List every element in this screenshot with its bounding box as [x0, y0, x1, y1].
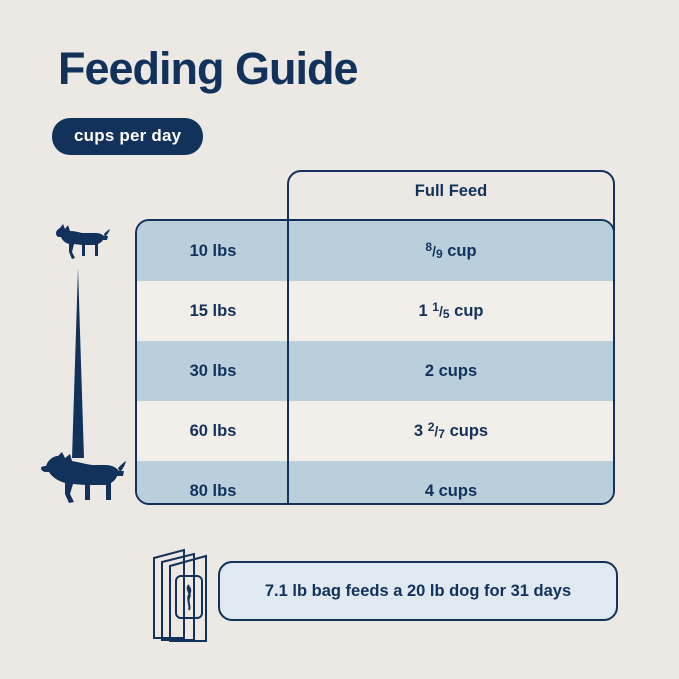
fraction-numerator: 1	[432, 300, 439, 314]
table-body	[135, 219, 615, 505]
bag-duration-banner	[218, 561, 618, 621]
table-row	[137, 221, 613, 281]
amount-unit: cups	[449, 422, 489, 440]
column-divider	[287, 219, 289, 505]
large-dog-icon	[40, 450, 126, 510]
weight-cell: 30 lbs	[189, 361, 237, 380]
table-row	[137, 461, 613, 505]
fraction-slash: /	[434, 423, 439, 439]
fraction-slash: /	[432, 243, 436, 259]
small-dog-icon	[52, 222, 112, 268]
fraction	[428, 421, 445, 440]
amount-whole: 1	[418, 302, 428, 320]
amount-whole: 3	[413, 422, 424, 440]
amount-whole: 2	[424, 361, 435, 380]
amount-cell	[289, 482, 613, 501]
fraction-denominator: 7	[438, 427, 445, 441]
weight-cell: 60 lbs	[189, 421, 237, 440]
table-row	[137, 281, 613, 341]
weight-cell: 10 lbs	[189, 241, 237, 260]
amount-unit: cup	[454, 302, 484, 320]
amount-cell	[289, 301, 613, 321]
table-row	[137, 401, 613, 461]
column-header-full-feed: Full Feed	[414, 182, 488, 200]
fraction	[425, 241, 442, 260]
amount-unit: cups	[438, 481, 478, 500]
bag-duration-text: 7.1 lb bag feeds a 20 lb dog for 31 days	[264, 581, 572, 600]
fraction	[432, 301, 449, 320]
fraction-denominator: 5	[442, 307, 450, 321]
size-wedge-icon	[66, 268, 90, 458]
amount-cell	[289, 362, 613, 381]
feeding-table	[135, 170, 615, 505]
fraction-slash: /	[438, 303, 443, 319]
amount-whole: 4	[424, 481, 435, 500]
page-title: Feeding Guide	[58, 43, 358, 94]
amount-cell	[289, 421, 613, 441]
weight-cell: 15 lbs	[189, 301, 237, 320]
weight-cell: 80 lbs	[189, 481, 237, 500]
amount-cell	[289, 241, 613, 261]
fraction-numerator: 8	[425, 240, 433, 254]
table-row	[137, 341, 613, 401]
amount-unit: cup	[447, 242, 477, 260]
fraction-numerator: 2	[427, 420, 435, 434]
fraction-denominator: 9	[435, 247, 443, 261]
cups-per-day-badge: cups per day	[52, 118, 203, 155]
amount-unit: cups	[438, 361, 478, 380]
